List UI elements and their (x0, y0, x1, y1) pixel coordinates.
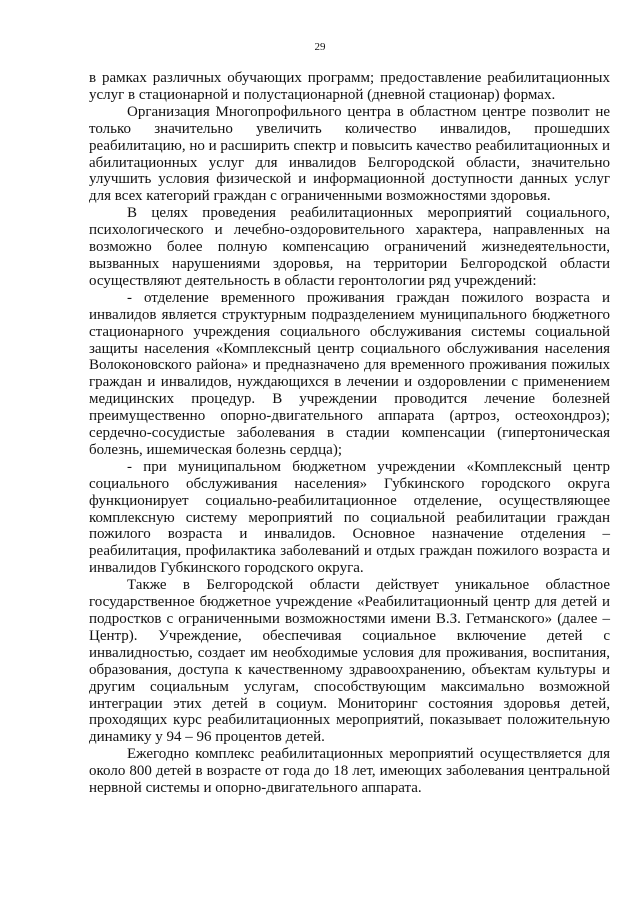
paragraph-multiprofile-center: Организация Многопрофильного центра в областном центре позволит не только значительно увеличить количество инвалидов, прошедших реабилитацию, но и расширить спектр и повысить качество реабилитационных и абилитационных услуг для инвалидов Белгородской области, значительно улучшить условия физической и информационной доступности данных услуг для всех категорий граждан с ограниченными возможностями здоровья. (89, 103, 610, 205)
list-item-gubkinsky: - при муниципальном бюджетном учреждении «Комплексный центр социального обслуживания населения» Губкинского городского округа функционирует социально-реабилитационное отделение, осуществляющее комплексную систему мероприятий по социальной реабилитации граждан пожилого возраста и инвалидов. Основное назначение отделения – реабилитация, профилактика заболеваний и отдых граждан пожилого возраста и инвалидов Губкинского городского округа. (89, 458, 610, 577)
paragraph-rehabilitation-center: Также в Белгородской области действует уникальное областное государственное бюджетное учреждение «Реабилитационный центр для детей и подростков с ограниченными возможностями имени В.З. Гетманского» (далее – Центр). Учреждение, обеспечивая социальное включение детей с инвалидностью, создает им необходимые условия для проживания, воспитания, образования, доступа к качественному здравоохранению, объектам культуры и другим социальным услугам, способствующим максимально возможной интеграции этих детей в социум. Мониторинг состояния здоровья детей, проходящих курс реабилитационных мероприятий, показывает положительную динамику у 94 – 96 процентов детей. (89, 577, 610, 746)
page-number: 29 (314, 41, 326, 53)
paragraph-continuation: в рамках различных обучающих программ; предоставление реабилитационных услуг в стационарной и полустационарной (дневной стационар) формах. (89, 70, 610, 103)
list-item-volokonovsky: - отделение временного проживания граждан пожилого возраста и инвалидов является структурным подразделением муниципального бюджетного стационарного учреждения социального обслуживания системы социальной защиты населения «Комплексный центр социального обслуживания населения Волоконовского района» и предназначено для временного проживания пожилых граждан и инвалидов, нуждающихся в лечении и оздоровлении с применением медицинских процедур. В учреждении проводится лечение болезней преимущественно опорно-двигательного аппарата (артроз, остеохондроз); сердечно-сосудистые заболевания в стадии компенсации (гипертоническая болезнь, ишемическая болезнь сердца); (89, 289, 610, 458)
document-body (89, 70, 610, 797)
paragraph-gerontology-institutions: В целях проведения реабилитационных мероприятий социального, психологического и лечебно-оздоровительного характера, направленных на возможно более полную компенсацию ограничений жизнедеятельности, вызванных нарушениями здоровья, на территории Белгородской области осуществляют деятельность в области геронтологии ряд учреждений: (89, 205, 610, 289)
paragraph-annual-complex: Ежегодно комплекс реабилитационных мероприятий осуществляется для около 800 детей в возрасте от года до 18 лет, имеющих заболевания центральной нервной системы и опорно-двигательного аппарата. (89, 746, 610, 797)
